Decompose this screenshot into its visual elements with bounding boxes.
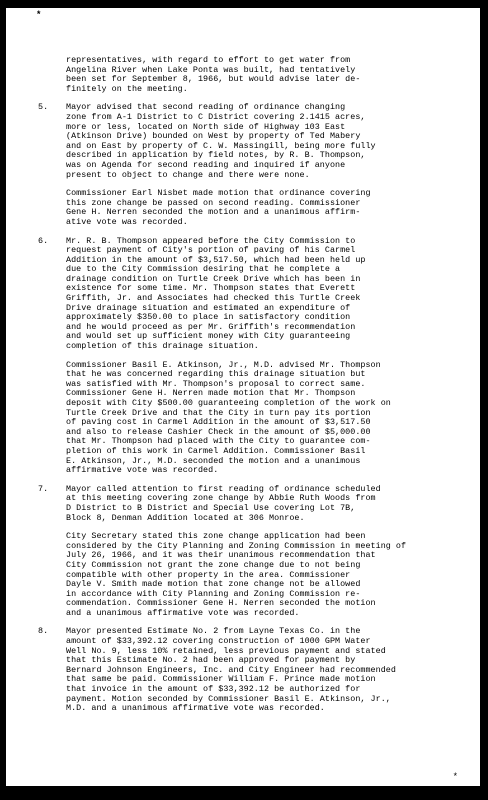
item-number: 6.: [38, 235, 49, 246]
corner-mark: *: [36, 10, 42, 20]
agenda-item-5: [38, 102, 466, 227]
item-paragraph: Commissioner Basil E. Atkinson, Jr., M.D. advised Mr. Thompson that he was concerned regarding this drainage situation but was satisfied with Mr. Thompson's proposal to correct same. Commissioner Gene H. Nerren made motion that Mr. Thompson deposit with City $500.00 guaranteeing completion of the work on Turtle Creek Drive and that the City in turn pay its portion of paving cost in Carmel Addition in the amount of $3,517.50 and also to release Cashier Check in the amount of $5,000.00 that Mr. Thompson had placed with the City to guarantee com- pletion of this work in Carmel Addition. Commissioner Basil E. Atkinson, Jr., M.D. seconded the motion and a unanimous affirmative vote was recorded.: [66, 359, 391, 476]
item-number: 5.: [38, 102, 49, 113]
item-number: 7.: [38, 483, 49, 494]
item-paragraph: Mayor advised that second reading of ordinance changing zone from A-1 District to C District covering 2.1415 acres, more or less, located on North side of Highway 103 East (Atkinson Drive) bounded on West by property of Ted Mabery and on East by property of C. W. Massingill, being more fully described in application by field notes, by R. B. Thompson, was on Agenda for second reading and inquired if anyone present to object to change and there were none.: [66, 102, 376, 180]
intro-paragraph: representatives, with regard to effort to get water from Angelina River when Lake Ponta was built, had tentatively been set for September 8, 1966, but would advise later de- finitely on the meeting.: [66, 55, 361, 94]
item-paragraph: Mr. R. B. Thompson appeared before the City Commission to request payment of City's portion of paving of his Carmel Addition in the amount of $3,517.50, which had been held up due to the City Commission desiring that he complete a drainage condition on Turtle Creek Drive which has been in existence for some time. Mr. Thompson states that Everett Griffith, Jr. and Associates had checked this Turtle Creek Drive drainage situation and estimated an expenditure of approximately $350.00 to place in satisfactory condition and he would proceed as per Mr. Griffith's recommendation and would set up sufficient money with City guaranteeing completion of this drainage situation.: [66, 235, 366, 352]
item-number: 8.: [38, 626, 49, 637]
agenda-item-6: [38, 235, 466, 476]
item-paragraph: Commissioner Earl Nisbet made motion that ordinance covering this zone change be passed on second reading. Commissioner Gene H. Nerren seconded the motion and a unanimous affirm- ative vote was recorded.: [66, 188, 371, 227]
minutes-body: [38, 55, 466, 723]
item-paragraph: City Secretary stated this zone change application had been considered by the City Planning and Zoning Commission in meeting of July 26, 1966, and it was their unanimous recommendation that City Commission not grant the zone change due to not being compatible with other property in the area. Commissioner Dayle V. Smith made motion that zone change not be allowed in accordance with City Planning and Zoning Commission re- commendation. Commissioner Gene H. Nerren seconded the motion and a unanimous affirmative vote was recorded.: [66, 531, 407, 618]
agenda-item-8: [38, 626, 466, 714]
item-paragraph: Mayor presented Estimate No. 2 from Layne Texas Co. in the amount of $33,392.12 covering construction of 1000 GPM Water Well No. 9, less 10% retained, less previous payment and stated that this Estimate No. 2 had been approved for payment by Bernard Johnson Engineers, Inc. and City Engineer had recommended that same be paid. Commissioner William F. Prince made motion that invoice in the amount of $33,392.12 be authorized for payment. Motion seconded by Commissioner Basil E. Atkinson, Jr., M.D. and a unanimous affirmative vote was recorded.: [66, 626, 396, 714]
agenda-item-7: [38, 483, 466, 619]
scan-edge-right: [480, 0, 488, 800]
scan-edge-bottom: [0, 786, 488, 800]
scan-edge-left: [0, 0, 6, 800]
footer-mark: *: [452, 772, 458, 782]
item-paragraph: Mayor called attention to first reading of ordinance scheduled at this meeting covering zone change by Abbie Ruth Woods from D District to B District and Special Use covering Lot 7B, Block 8, Denman Addition located at 306 Monroe.: [66, 483, 381, 523]
scan-edge-top: [0, 0, 488, 8]
